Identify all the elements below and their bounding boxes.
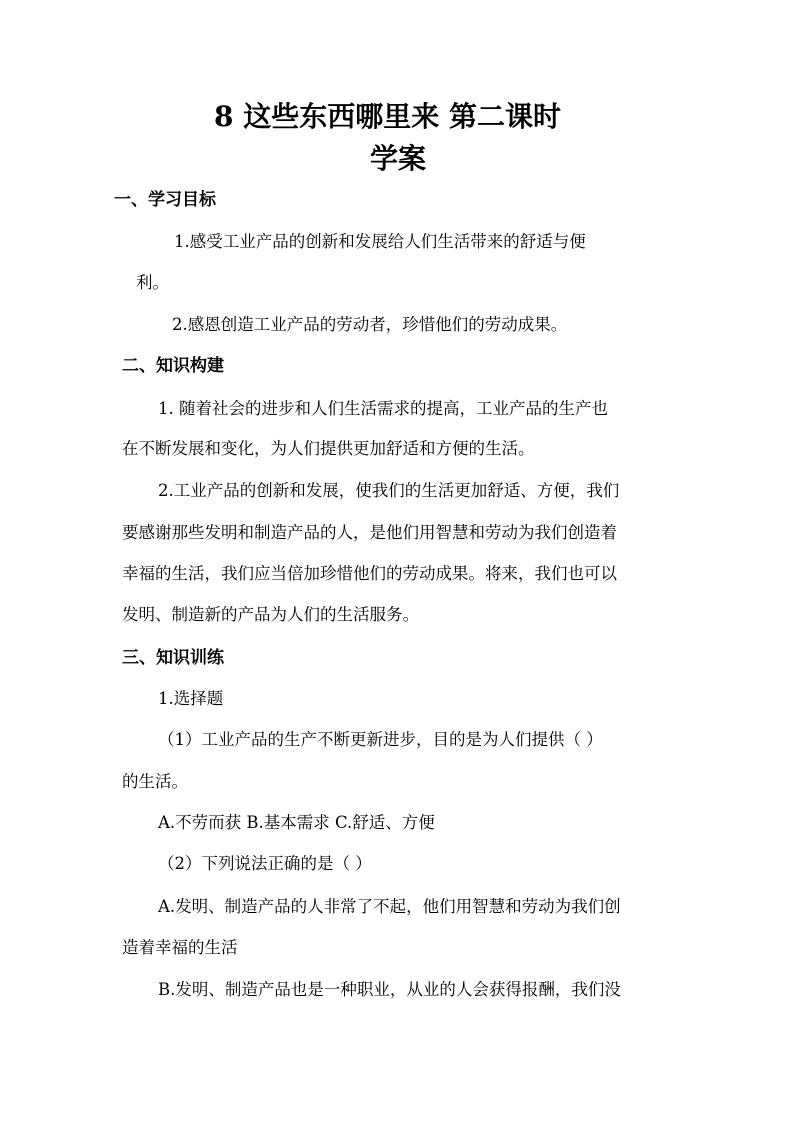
question-1-options: A.不劳而获 B.基本需求 C.舒适、方便 — [158, 813, 435, 832]
document-title-line2: 学案 — [370, 142, 427, 175]
goal-1-line2: 利。 — [136, 273, 169, 292]
knowledge-2-line4: 发明、制造新的产品为人们的生活服务。 — [122, 605, 419, 624]
question-2-option-a-line1: A.发明、制造产品的人非常了不起，他们用智慧和劳动为我们创 — [158, 897, 621, 916]
section-heading-goals: 一、学习目标 — [114, 190, 216, 210]
knowledge-1-line1: 1. 随着社会的进步和人们生活需求的提高，工业产品的生产也 — [158, 399, 608, 418]
document-title-line1: 8 这些东西哪里来 第二课时 — [214, 100, 561, 133]
knowledge-2-line1: 2.工业产品的创新和发展，使我们的生活更加舒适、方便，我们 — [158, 481, 620, 500]
question-2-option-b-line1: B.发明、制造产品也是一种职业，从业的人会获得报酬，我们没 — [158, 980, 621, 999]
goal-1-line1: 1.感受工业产品的创新和发展给人们生活带来的舒适与便 — [174, 232, 586, 251]
training-subheading: 1.选择题 — [158, 689, 224, 708]
knowledge-2-line2: 要感谢那些发明和制造产品的人，是他们用智慧和劳动为我们创造着 — [122, 523, 617, 542]
question-2-option-a-line2: 造着幸福的生活 — [122, 938, 238, 957]
goal-2: 2.感恩创造工业产品的劳动者，珍惜他们的劳动成果。 — [172, 315, 568, 334]
knowledge-2-line3: 幸福的生活，我们应当倍加珍惜他们的劳动成果。将来，我们也可以 — [122, 564, 617, 583]
question-1-line1: （1）工业产品的生产不断更新进步，目的是为人们提供（ ） — [158, 730, 603, 749]
section-heading-training: 三、知识训练 — [122, 648, 224, 668]
section-heading-knowledge: 二、知识构建 — [122, 356, 224, 376]
question-1-line2: 的生活。 — [122, 772, 188, 791]
question-2: （2）下列说法正确的是（ ） — [158, 854, 372, 873]
knowledge-1-line2: 在不断发展和变化，为人们提供更加舒适和方便的生活。 — [122, 439, 535, 458]
